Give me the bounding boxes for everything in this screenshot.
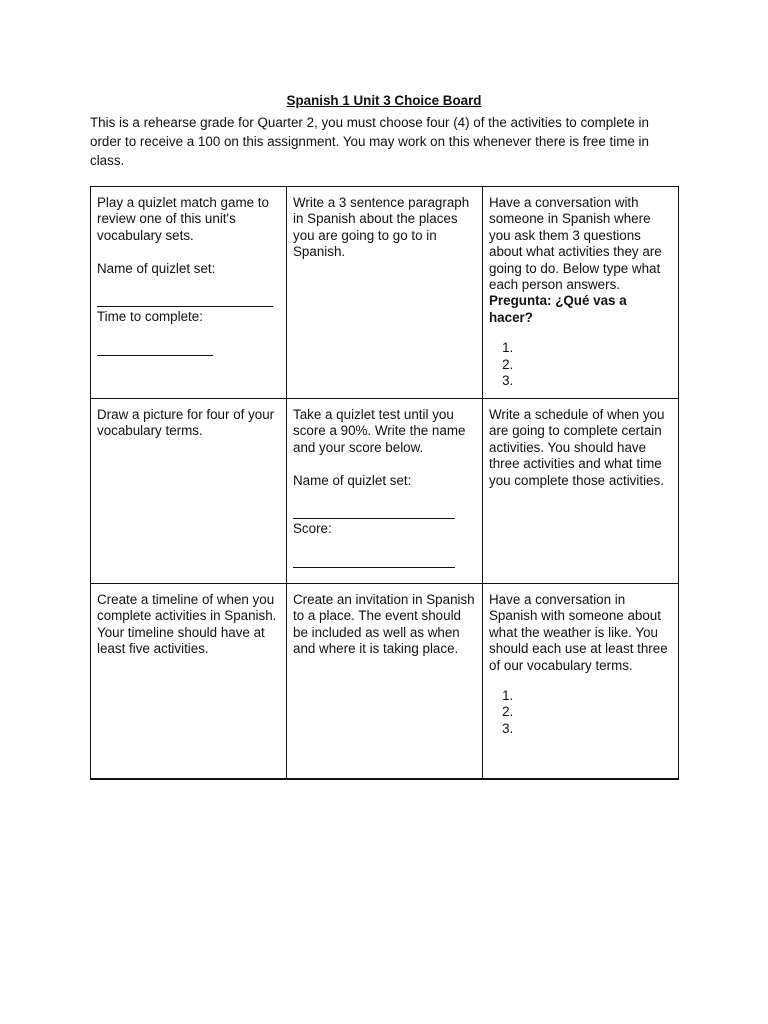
cell-schedule: [483, 399, 679, 584]
cell-text: Have a conversation in Spanish with someone about what the weather is like. You should each use at least three of our vocabulary terms.: [489, 592, 668, 673]
numbered-list: [489, 688, 673, 737]
table-row: [91, 187, 679, 399]
list-item: [517, 357, 673, 373]
question-text: Pregunta: ¿Qué vas a hacer?: [489, 293, 627, 325]
cell-text: Write a schedule of when you are going to complete certain activities. You should have three activities and what time you complete those activities.: [489, 407, 665, 488]
field-label-quizlet-set: Name of quizlet set:: [97, 260, 216, 276]
cell-quizlet-test: [287, 399, 483, 584]
field-label-score: Score:: [293, 521, 332, 537]
blank-line: [97, 342, 213, 356]
cell-draw-picture: [91, 399, 287, 584]
list-item: [517, 373, 673, 389]
cell-text: Take a quizlet test until you score a 90%. Write the name and your score below.: [293, 407, 466, 455]
table-row: [91, 584, 679, 779]
blank-line: [293, 554, 455, 568]
cell-text: Play a quizlet match game to review one of this unit's vocabulary sets.: [97, 195, 269, 243]
field-label-time: Time to complete:: [97, 309, 203, 325]
cell-text: Draw a picture for four of your vocabulary terms.: [97, 407, 275, 439]
cell-text: Write a 3 sentence paragraph in Spanish about the places you are going to go to in Spanish.: [293, 195, 470, 260]
cell-conversation-activities: [483, 187, 679, 399]
blank-line: [97, 293, 273, 307]
cell-invitation: [287, 584, 483, 779]
list-item: [517, 688, 673, 704]
cell-text: Have a conversation with someone in Spanish where you ask them 3 questions about what activities they are going to do. Below type what each person answers.: [489, 195, 662, 293]
cell-text: Create a timeline of when you complete activities in Spanish. Your timeline should have at least five activities.: [97, 592, 277, 657]
cell-quizlet-match: [91, 187, 287, 399]
list-item: [517, 340, 673, 356]
cell-weather-conversation: [483, 584, 679, 779]
list-item: [517, 721, 673, 737]
document-title: Spanish 1 Unit 3 Choice Board: [286, 93, 482, 108]
list-item: [517, 704, 673, 720]
choice-board-table: [90, 186, 679, 780]
blank-line: [293, 505, 455, 519]
field-label-quizlet-set: Name of quizlet set:: [293, 472, 412, 488]
cell-timeline: [91, 584, 287, 779]
cell-paragraph: [287, 187, 483, 399]
intro-paragraph: This is a rehearse grade for Quarter 2, you must choose four (4) of the activities to complete in order to receive a 100 on this assignment. You may work on this whenever there is free time in class.: [90, 115, 649, 168]
table-row: [91, 399, 679, 584]
cell-text: Create an invitation in Spanish to a place. The event should be included as well as when and where it is taking place.: [293, 592, 475, 657]
numbered-list: [489, 340, 673, 389]
